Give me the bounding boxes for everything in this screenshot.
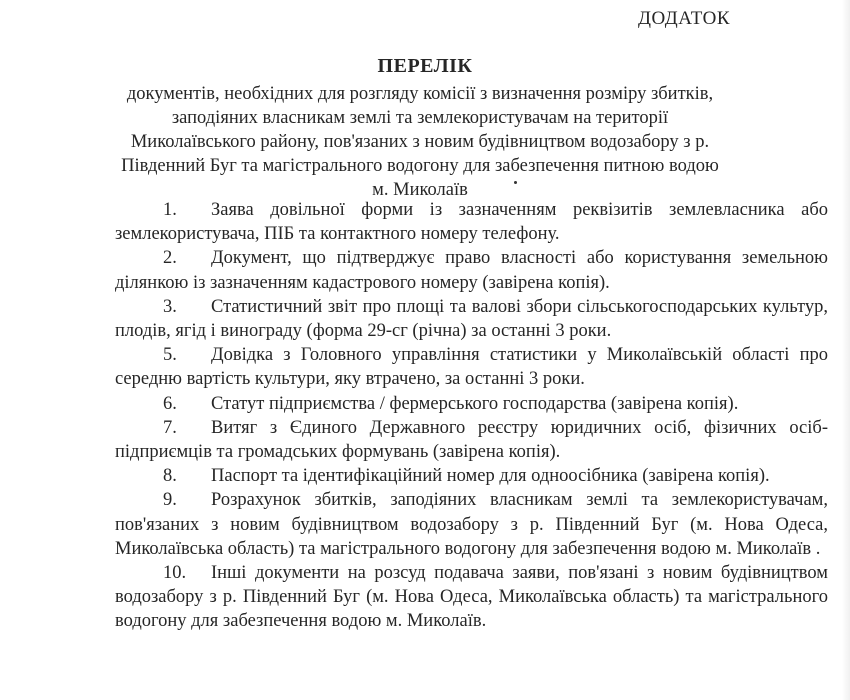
scan-speck — [514, 181, 517, 184]
list-item — [115, 464, 828, 488]
annex-label: ДОДАТОК — [638, 8, 730, 29]
item-number: 3. — [163, 296, 177, 317]
documents-list — [115, 198, 828, 634]
scan-edge-shadow — [842, 0, 850, 700]
document-subtitle: документів, необхідних для розгляду комісії з визначення розміру збитків, заподіяних власникам землі та землекористувачам на території Миколаївського району, пов'язаних з новим будівництвом водозабору з р. Південний Буг та магістрального водогону для забезпечення питною водою м. Миколаїв — [121, 84, 719, 200]
item-text: Довідка з Головного управління статистики у Миколаївській області про середню вартість культури, яку втрачено, за останні 3 роки. — [115, 345, 828, 390]
item-number: 6. — [163, 393, 177, 414]
item-text: Документ, що підтверджує право власності або користування земельною ділянкою із зазначенням кадастрового номеру (завірена копія). — [115, 248, 828, 293]
list-item — [115, 295, 828, 343]
item-text: Статут підприємства / фермерського господарства (завірена копія). — [211, 393, 739, 414]
item-text: Розрахунок збитків, заподіяних власникам землі та землекористувачам, пов'язаних з новим будівництвом водозабору з р. Південний Буг (м. Нова Одеса, Миколаївська область) та магістрального водогону для забезпечення водою м. Миколаїв . — [115, 490, 828, 559]
item-text: Заява довільної форми із зазначенням реквізитів землевласника або землекористувача, ПІБ та контактного номеру телефону. — [115, 200, 828, 245]
item-text: Витяг з Єдиного Державного реєстру юридичних осіб, фізичних осіб-підприємців та громадських формувань (завірена копія). — [115, 417, 828, 463]
list-item — [115, 198, 828, 246]
item-number: 9. — [163, 490, 177, 511]
item-number: 10. — [163, 563, 187, 584]
document-title: ПЕРЕЛІК — [377, 55, 473, 77]
item-text: Паспорт та ідентифікаційний номер для одноосібника (завірена копія). — [211, 466, 770, 487]
item-number: 7. — [163, 417, 177, 438]
item-number: 1. — [163, 200, 177, 220]
item-number: 8. — [163, 466, 177, 487]
item-text: Статистичний звіт про площі та валові збори сільськогосподарських культур, плодів, ягід і винограду (форма 29-сг (річна) за останні 3 роки. — [115, 296, 828, 342]
item-text: Інші документи на розсуд подавача заяви, пов'язані з новим будівництвом водозабору з р. Південний Буг (м. Нова Одеса, Миколаївська область) та магістрального водогону для забезпечення водою м. Миколаїв. — [115, 563, 828, 632]
item-number: 5. — [163, 345, 177, 366]
item-number: 2. — [163, 248, 177, 269]
list-item — [115, 246, 828, 294]
list-item — [115, 561, 828, 634]
list-item — [115, 416, 828, 464]
list-item — [115, 392, 828, 416]
list-item — [115, 343, 828, 391]
list-item — [115, 488, 828, 561]
